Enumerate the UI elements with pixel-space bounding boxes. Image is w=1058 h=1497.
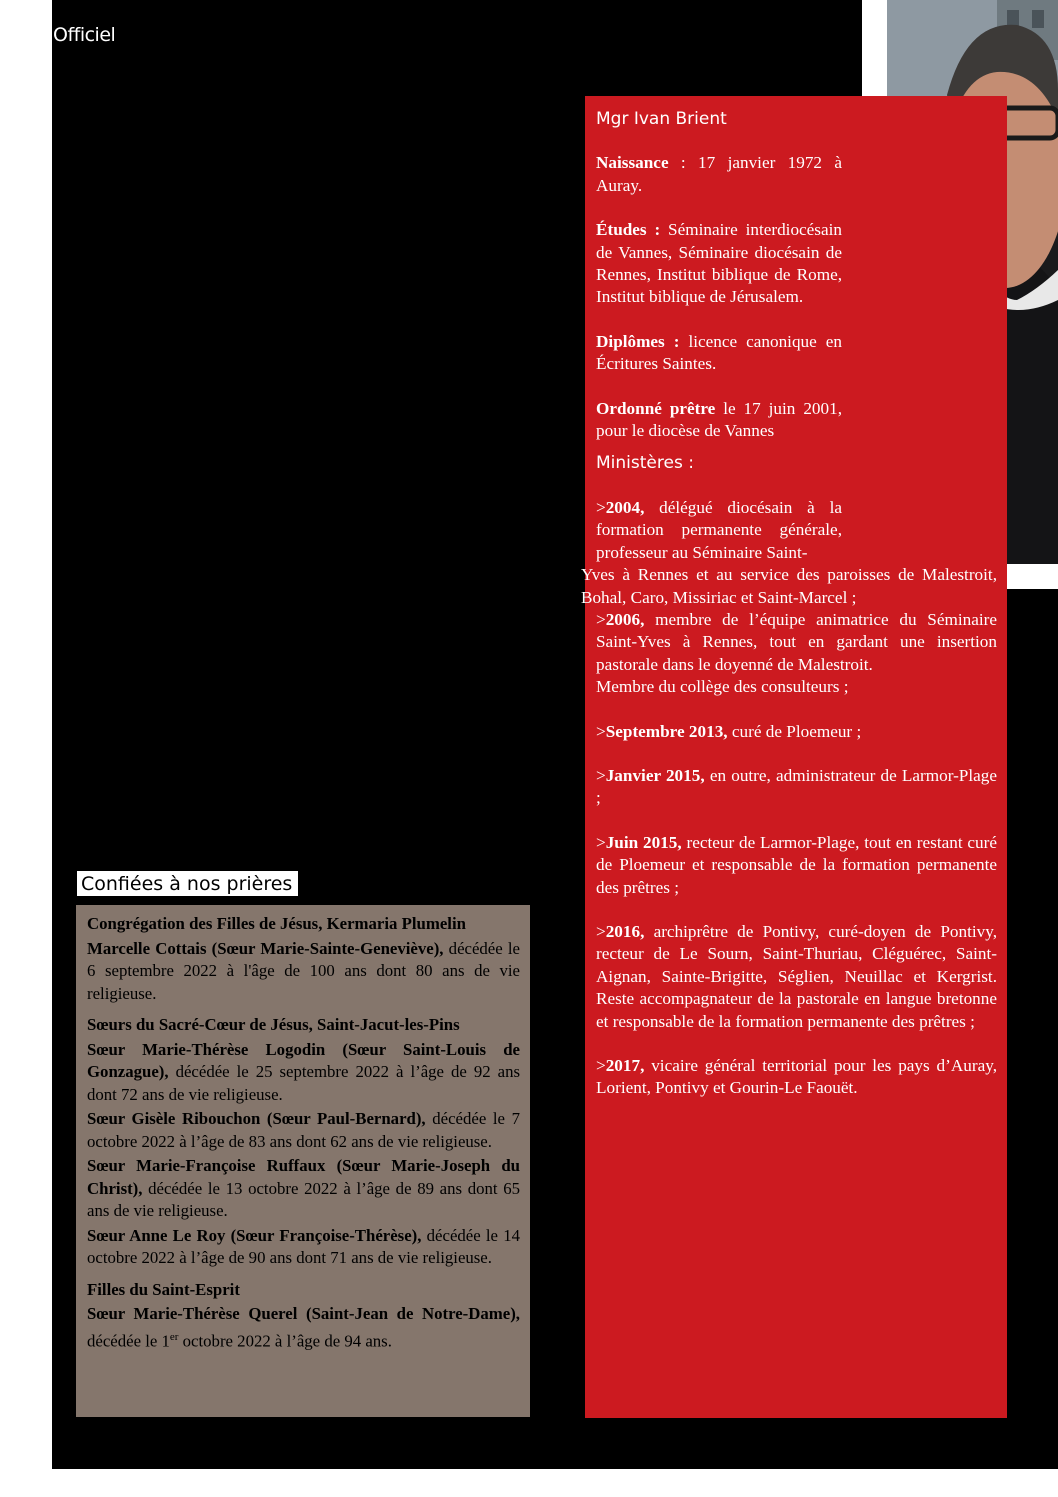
ministere-item: >Septembre 2013, curé de Ploemeur ; (596, 721, 862, 741)
bio-card (581, 96, 1007, 1418)
obituary-entry: Marcelle Cottais (Sœur Marie-Sainte-Geneviève), décédée le 6 septembre 2022 à l'âge de 100 ans dont 80 ans de vie religieuse. (87, 938, 520, 1003)
ministere-item: >2004, délégué diocésain à la formation permanente générale, professeur au Séminaire Saint- (596, 497, 842, 562)
bio-name: Mgr Ivan Brient (596, 109, 727, 129)
obituary-entry: Sœur Anne Le Roy (Sœur Françoise-Thérèse), décédée le 14 octobre 2022 à l’âge de 90 ans dont 71 ans de vie religieuse. (87, 1225, 520, 1267)
congregation-heading: Filles du Saint-Esprit (87, 1279, 240, 1299)
obituary-entry: Sœur Marie-Thérèse Logodin (Sœur Saint-Louis de Gonzague), décédée le 25 septembre 2022 à l’âge de 92 ans dont 72 ans de vie religieuse. (87, 1039, 520, 1104)
bio-diplomes: Diplômes : licence canonique en Écritures Saintes. (596, 331, 842, 374)
congregation-heading: Congrégation des Filles de Jésus, Kermaria Plumelin (87, 914, 466, 933)
ministere-item: >2006, membre de l’équipe animatrice du Séminaire Saint-Yves à Rennes, tout en gardant une insertion pastorale dans le doyenné de Malestroit. (596, 609, 997, 674)
bio-ordination: Ordonné prêtre le 17 juin 2001, pour le diocèse de Vannes (596, 398, 842, 441)
ministere-item: >2016, archiprêtre de Pontivy, curé-doyen de Pontivy, recteur de Le Sourn, Saint-Thuriau, Cléguérec, Saint-Aignan, Sainte-Brigitte, Séglien, Neuillac et Kergrist. Reste accompagnateur de la pastorale en langue bretonne et responsable de la formation permanente des prêtres ; (596, 921, 997, 1031)
obituary-entry: Sœur Marie-Thérèse Querel (Saint-Jean de Notre-Dame), décédée le 1er octobre 2022 à l’âge de 94 ans. (87, 1304, 520, 1351)
ministere-item-extra: Membre du collège des consulteurs ; (596, 677, 849, 697)
obituary-entry: Sœur Marie-Françoise Ruffaux (Sœur Marie-Joseph du Christ), décédée le 13 octobre 2022 à l’âge de 89 ans dont 65 ans de vie religieuse. (87, 1156, 520, 1220)
prayers-box (76, 905, 530, 1417)
ministeres-heading: Ministères : (596, 453, 694, 474)
ministere-item: >2017, vicaire général territorial pour les pays d’Auray, Lorient, Pontivy et Gourin-Le Faouët. (596, 1056, 997, 1098)
ministere-item: >Janvier 2015, en outre, administrateur de Larmor-Plage ; (596, 765, 997, 808)
obituary-entry: Sœur Gisèle Ribouchon (Sœur Paul-Bernard), décédée le 7 octobre 2022 à l’âge de 83 ans dont 62 ans de vie religieuse. (87, 1109, 520, 1151)
ministere-item-continued: Yves à Rennes et au service des paroisses de Malestroit, Bohal, Caro, Missiriac et Saint-Marcel ; (581, 565, 997, 607)
prayers-title: Confiées à nos prières (77, 871, 298, 896)
section-label: Officiel (53, 24, 116, 46)
ministere-item: >Juin 2015, recteur de Larmor-Plage, tout en restant curé de Ploemeur et responsable de la formation permanente des prêtres ; (596, 832, 997, 897)
bio-etudes: Études : Séminaire interdiocésain de Vannes, Séminaire diocésain de Rennes, Institut biblique de Rome, Institut biblique de Jérusalem. (596, 220, 842, 307)
congregation-heading: Sœurs du Sacré-Cœur de Jésus, Saint-Jacut-les-Pins (87, 1015, 460, 1034)
bio-naissance: Naissance : 17 janvier 1972 à Auray. (596, 153, 842, 195)
